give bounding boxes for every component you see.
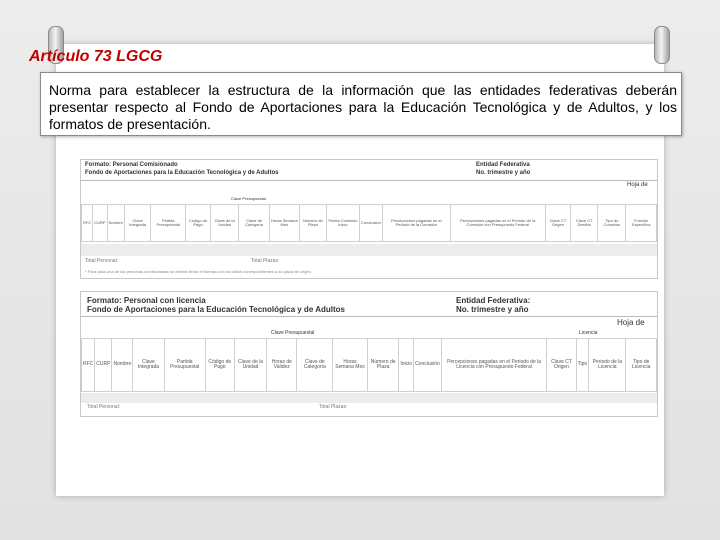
col-b-7: Clave de la Unidad <box>234 339 266 392</box>
col-11: Fecha Comisión Inicio <box>326 205 359 242</box>
col-1: RFC <box>82 205 93 242</box>
col-b-1: RFC <box>82 339 95 392</box>
slide-title: Artículo 73 LGCG <box>29 48 163 65</box>
form-header-title: Formato: Personal Comisionado <box>85 162 178 168</box>
col-2: CURP <box>93 205 107 242</box>
form-image-licencia <box>80 291 658 417</box>
col-3: Nombre <box>107 205 124 242</box>
form-b-empty-rows <box>81 393 657 403</box>
form-footnote: * Para cada una de las personas comisionadas se deberá llenar el formato con los datos correspondientes a su plaza de origen. <box>85 269 313 274</box>
form-group-header: Clave Presupuestal <box>231 196 266 201</box>
form-header-entity: Entidad Federativa <box>476 162 530 168</box>
form-b-header-fund: Fondo de Aportaciones para la Educación Tecnológica y de Adultos <box>87 305 345 314</box>
col-b-4: Clave Integrada <box>133 339 164 392</box>
form-image-comisionado <box>80 159 658 279</box>
form-total-plazas: Total Plazas: <box>251 258 280 264</box>
col-b-10: Horas Semana Mes <box>333 339 368 392</box>
form-b-total-personal: Total Personal: <box>87 404 121 410</box>
form-b-total-plazas: Total Plazas: <box>319 404 348 410</box>
col-5: Partida Presupuestal <box>151 205 186 242</box>
form-columns-table <box>81 204 657 242</box>
col-b-12: Inicio <box>399 339 414 392</box>
col-b-13: Conclusión <box>414 339 442 392</box>
right-pin-decoration <box>654 26 670 64</box>
col-b-11: Número de Plaza <box>367 339 398 392</box>
col-16: Clave CT Destino <box>571 205 598 242</box>
form-header-quarter: No. trimestre y año <box>476 170 531 176</box>
form-page-label: Hoja de <box>627 182 648 188</box>
col-b-2: CURP <box>95 339 112 392</box>
col-b-17: Periodo de la Licencia <box>589 339 626 392</box>
col-b-15: Clave CT Origen <box>547 339 576 392</box>
form-b-page-label: Hoja de <box>617 318 645 327</box>
col-b-9: Clave de Categoría <box>297 339 333 392</box>
col-12: Conclusión <box>360 205 383 242</box>
col-b-5: Partida Presupuestal <box>164 339 205 392</box>
col-4: Clave Integrada <box>124 205 151 242</box>
form-b-header-divider <box>81 316 657 317</box>
col-b-14: Percepciones pagadas en el Periodo de la Licencia con Presupuesto Federal <box>441 339 546 392</box>
col-10: Número de Plaza <box>299 205 326 242</box>
col-14: Percepciones pagadas en el Periodo de la Comisión con Presupuesto Federal <box>450 205 545 242</box>
description-text: Norma para establecer la estructura de la información que las entidades federativas deberán presentar respecto al Fondo de Aportaciones para la Educación Tecnológica y de Adultos, y los formatos de presentación. <box>49 82 677 132</box>
form-b-header-quarter: No. trimestre y año <box>456 305 529 314</box>
form-total-personal: Total Personal: <box>85 258 119 264</box>
col-6: Código de Pago <box>185 205 210 242</box>
col-13: Percepciones pagadas en el Periodo de la Comisión <box>382 205 450 242</box>
col-b-8: Horas de Validez <box>267 339 297 392</box>
col-8: Clave de Categoría <box>239 205 270 242</box>
col-18: Función Específica <box>626 205 657 242</box>
form-b-license-header: Licencia <box>579 330 598 336</box>
col-15: Clave CT Origen <box>545 205 570 242</box>
form-b-group-header: Clave Presupuestal <box>271 330 315 336</box>
col-7: Clave de la Unidad <box>211 205 239 242</box>
col-b-16: Tipo <box>576 339 589 392</box>
col-b-18: Tipo de Licencia <box>626 339 657 392</box>
form-header-fund: Fondo de Aportaciones para la Educación Tecnológica y de Adultos <box>85 170 279 176</box>
form-b-columns-table <box>81 338 657 392</box>
form-b-header-entity: Entidad Federativa: <box>456 296 531 305</box>
form-header-divider <box>81 180 657 181</box>
col-9: Horas Semana Mes <box>269 205 299 242</box>
form-empty-rows <box>81 244 657 256</box>
form-b-header-title: Formato: Personal con licencia <box>87 296 206 305</box>
col-17: Tipo de Comisión <box>598 205 626 242</box>
col-b-6: Código de Pago <box>205 339 234 392</box>
col-b-3: Nombre <box>112 339 133 392</box>
